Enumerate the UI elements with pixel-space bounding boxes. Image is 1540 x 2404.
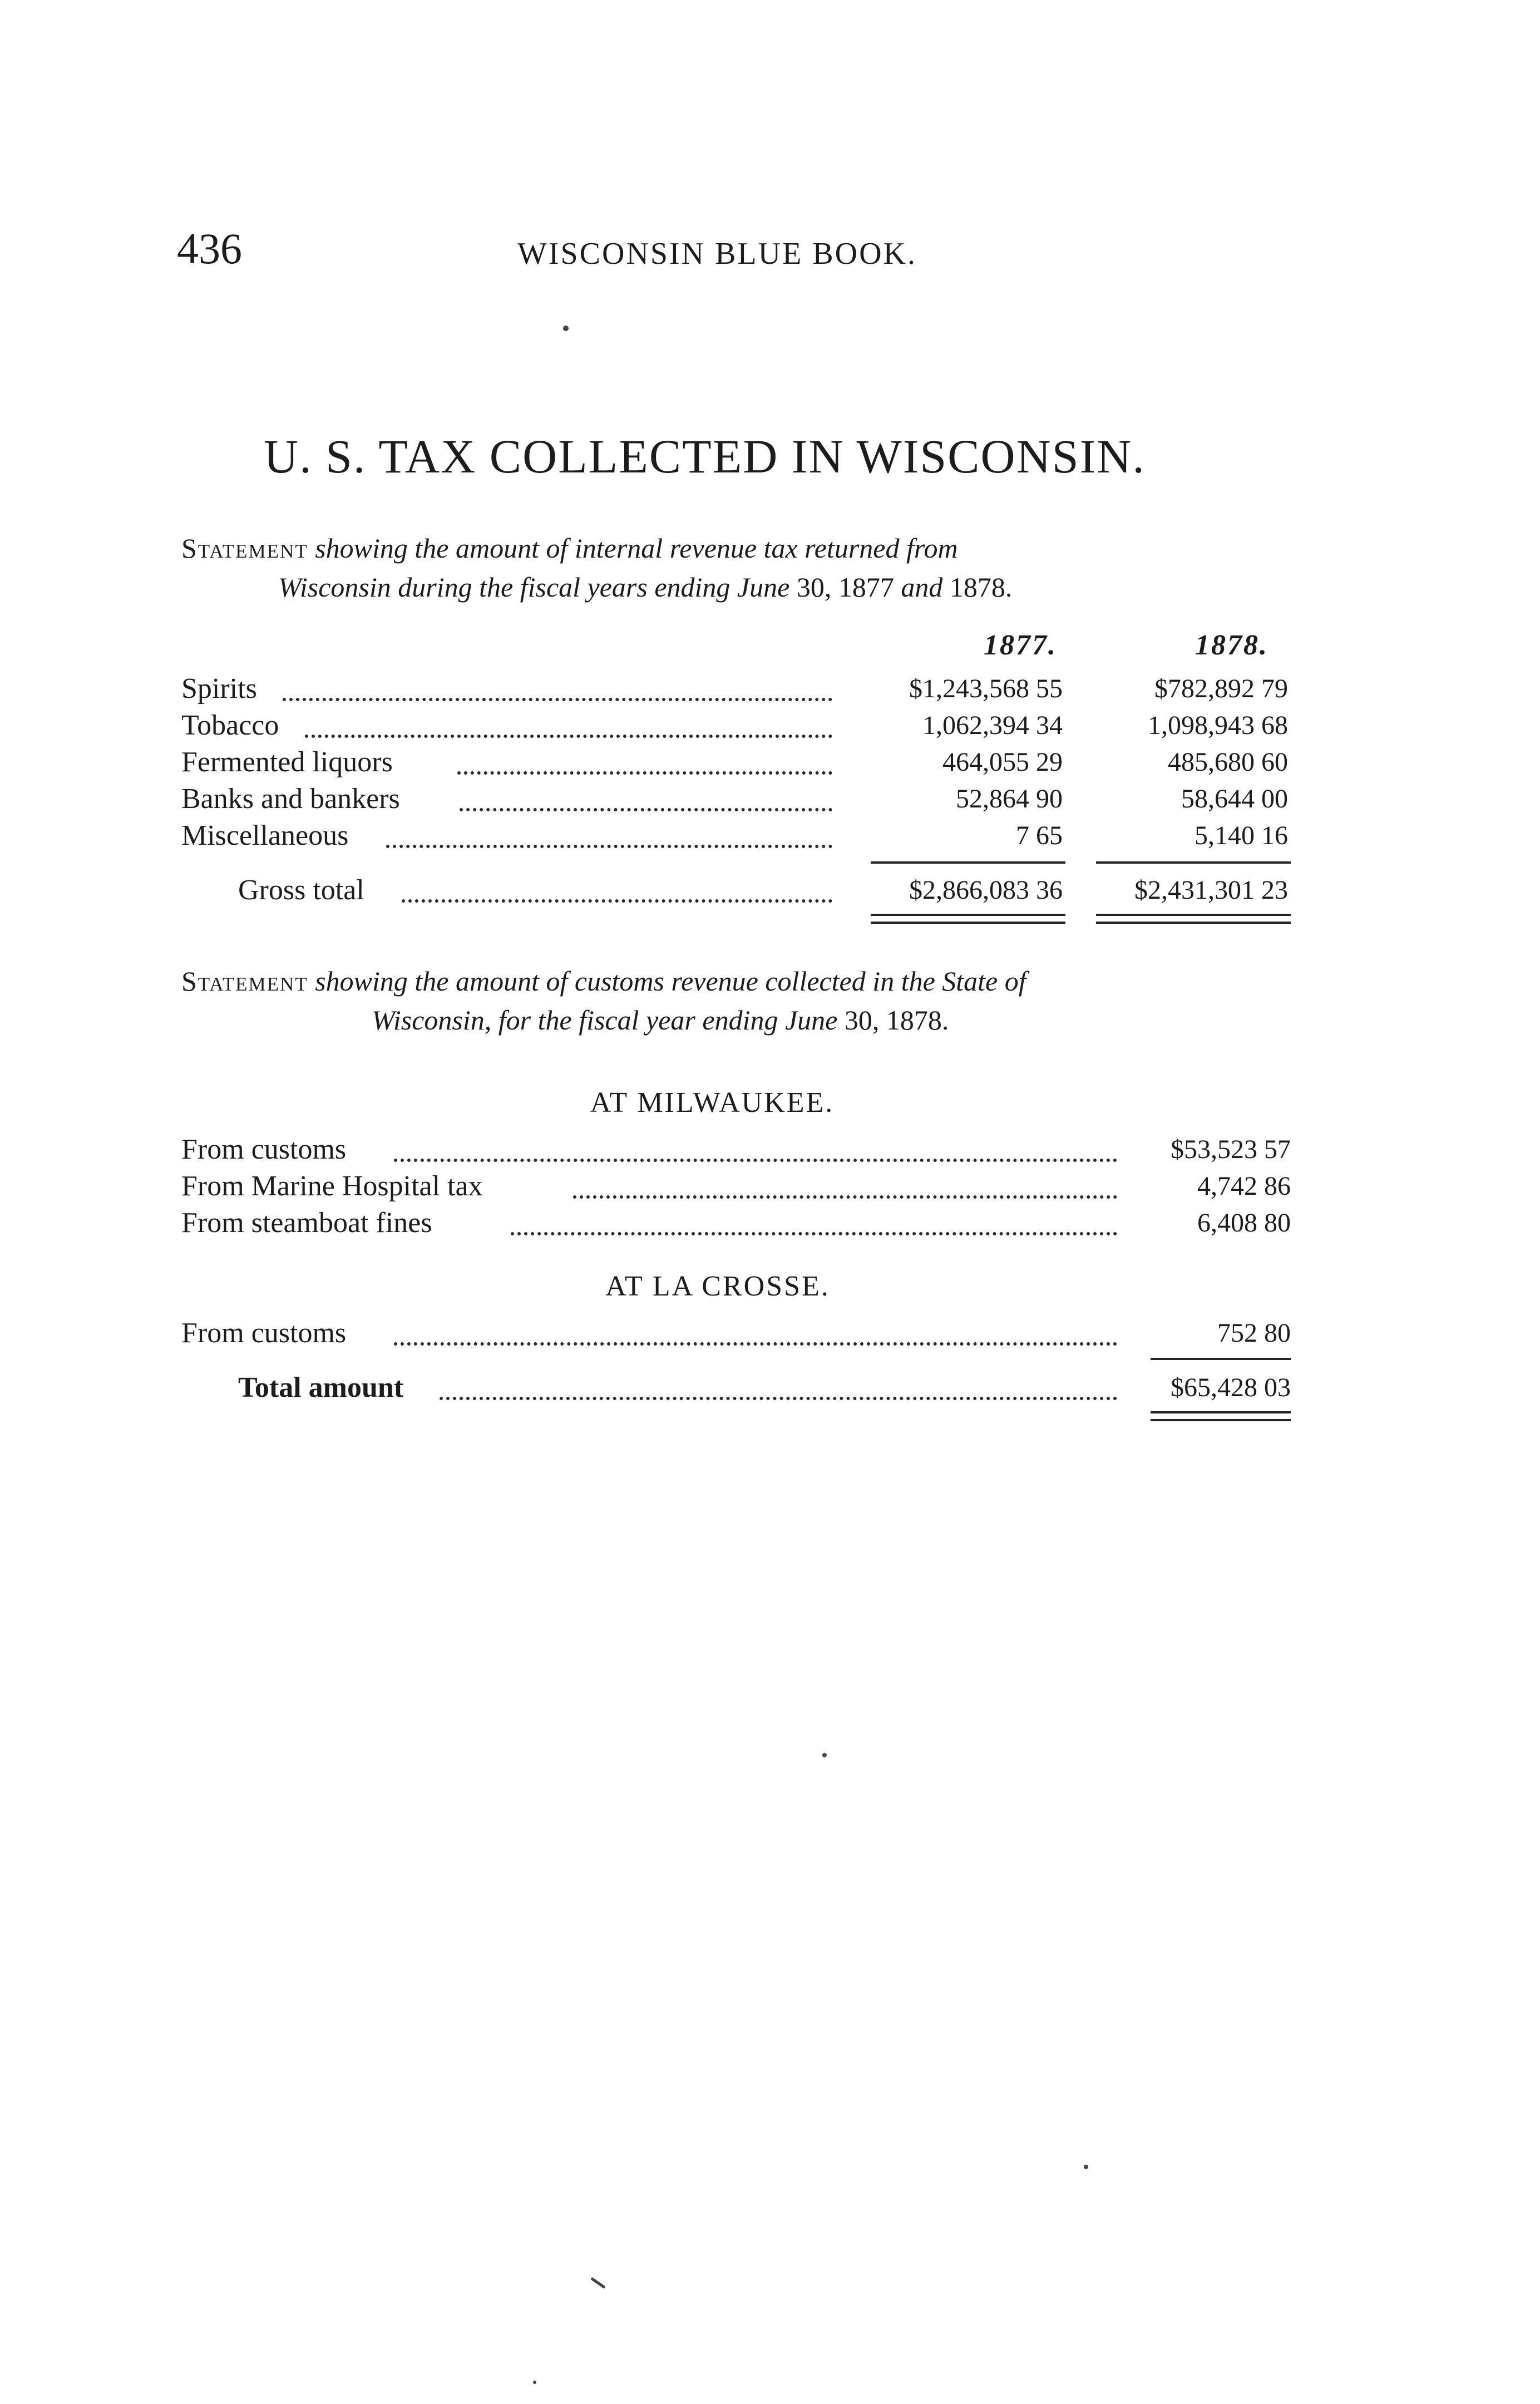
document-title: U. S. TAX COLLECTED IN WISCONSIN. (264, 430, 1146, 483)
statement-year: 1878. (949, 572, 1013, 603)
statement-word: Statement (181, 965, 308, 997)
table-row-label: From Marine Hospital tax (181, 1170, 483, 1202)
dot-leader (402, 899, 832, 903)
value-1878: $782,892 79 (1154, 674, 1288, 703)
gross-total-1878: $2,431,301 23 (1134, 875, 1288, 905)
dot-leader (305, 735, 832, 738)
statement-text: Wisconsin, for the fiscal year ending June (372, 1004, 838, 1036)
total-amount-label: Total amount (238, 1372, 404, 1403)
value-1877: 52,864 90 (956, 784, 1063, 814)
value-1878: 5,140 16 (1195, 821, 1288, 850)
total-rule-1877 (871, 922, 1065, 924)
value-1877: 1,062,394 34 (922, 711, 1063, 740)
customs-statement-line-1 (181, 965, 1026, 997)
dot-leader (511, 1232, 1117, 1235)
total-rule-customs (1151, 1419, 1291, 1421)
statement-text: showing the amount of internal revenue tax returned from (315, 533, 958, 564)
customs-value: 752 80 (1217, 1318, 1291, 1348)
section-heading-milwaukee: AT MILWAUKEE. (590, 1087, 835, 1119)
dot-leader (460, 808, 832, 811)
value-1877: $1,243,568 55 (909, 674, 1063, 703)
scan-speck (822, 1753, 827, 1757)
dot-leader (283, 698, 832, 701)
sum-rule-1878 (1096, 861, 1291, 864)
statement-text: showing the amount of customs revenue collected in the State of (315, 965, 1026, 997)
scan-speck (533, 2381, 536, 2384)
internal-revenue-statement-line-1 (181, 532, 958, 564)
total-rule-1878 (1096, 922, 1291, 924)
table-row-label: Tobacco (181, 710, 279, 741)
table-row-label: Spirits (181, 673, 257, 705)
year-header-1878: 1878. (1195, 629, 1268, 661)
table-row-label: From steamboat fines (181, 1207, 432, 1239)
statement-date: 30, 1877 (796, 572, 894, 603)
total-rule-customs (1151, 1411, 1291, 1413)
total-rule-1877 (871, 914, 1065, 916)
gross-total-label: Gross total (238, 874, 364, 906)
dot-leader (386, 845, 832, 848)
dot-leader (394, 1159, 1117, 1162)
internal-revenue-statement-line-2 (278, 571, 1012, 603)
value-1877: 464,055 29 (942, 747, 1063, 777)
running-head: WISCONSIN BLUE BOOK. (517, 237, 917, 271)
dot-leader (440, 1397, 1117, 1400)
scan-speck (563, 326, 569, 331)
customs-value: 6,408 80 (1197, 1208, 1291, 1238)
page-number: 436 (177, 224, 242, 273)
gross-total-1877: $2,866,083 36 (909, 875, 1063, 905)
sum-rule-customs (1151, 1358, 1291, 1360)
total-amount-value: $65,428 03 (1171, 1373, 1291, 1402)
table-row-label: Miscellaneous (181, 820, 349, 851)
dot-leader (573, 1195, 1117, 1199)
dot-leader (394, 1342, 1117, 1346)
total-rule-1878 (1096, 914, 1291, 916)
customs-value: $53,523 57 (1171, 1135, 1291, 1164)
table-row-label: Banks and bankers (181, 783, 400, 815)
dot-leader (457, 771, 832, 775)
table-row-label: Fermented liquors (181, 746, 393, 778)
value-1878: 485,680 60 (1168, 747, 1288, 777)
statement-text: Wisconsin during the fiscal years ending June (278, 572, 790, 603)
value-1878: 1,098,943 68 (1148, 711, 1288, 740)
sum-rule-1877 (871, 861, 1065, 864)
statement-conjunction: and (901, 572, 943, 603)
customs-value: 4,742 86 (1197, 1171, 1291, 1201)
section-heading-la-crosse: AT LA CROSSE. (605, 1270, 830, 1302)
value-1877: 7 65 (1016, 821, 1063, 850)
customs-statement-line-2 (372, 1004, 949, 1036)
statement-date: 30, 1878. (844, 1004, 949, 1036)
table-row-label: From customs (181, 1134, 347, 1165)
statement-word: Statement (181, 533, 308, 564)
value-1878: 58,644 00 (1181, 784, 1288, 814)
scan-speck (1084, 2165, 1088, 2169)
scan-speck (590, 2277, 605, 2289)
year-header-1877: 1877. (984, 629, 1057, 661)
table-row-label: From customs (181, 1317, 347, 1349)
